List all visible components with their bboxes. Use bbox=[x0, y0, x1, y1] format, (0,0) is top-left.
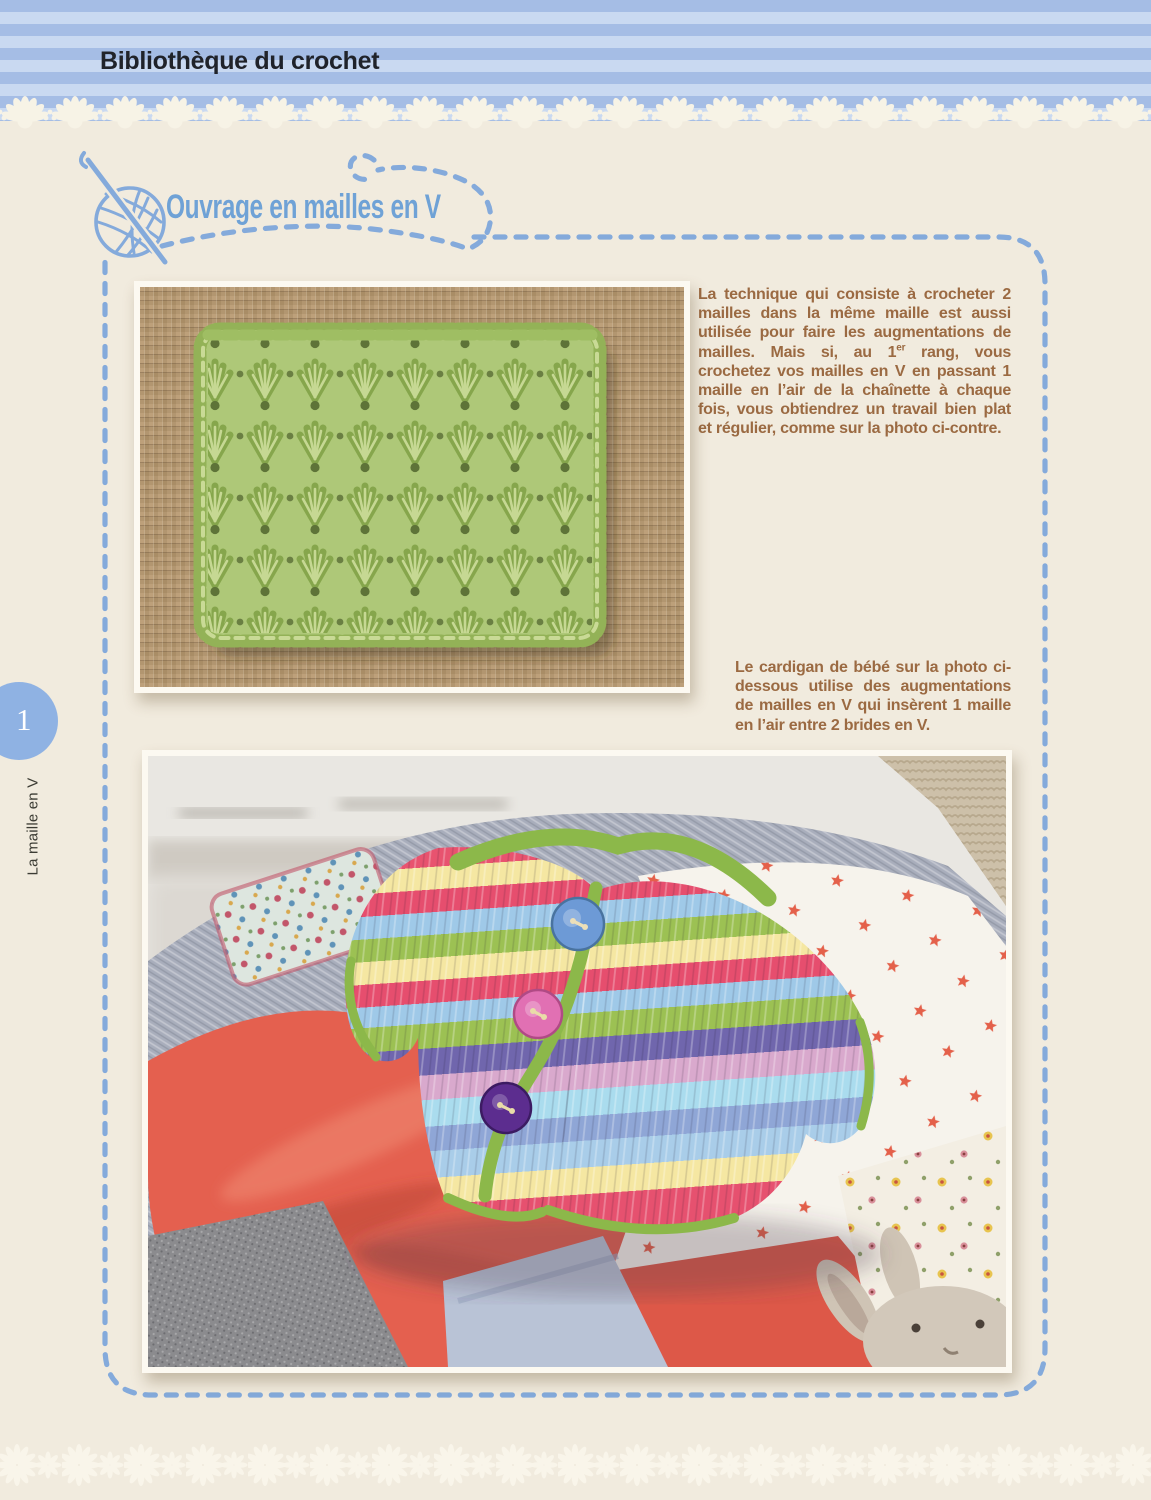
paragraph-text: La technique qui consiste à crocheter 2 mailles dans la même maille est aussi utilisée pour faire les augmentations de mailles. Mais si, au 1 bbox=[698, 286, 1011, 361]
cardigan-photo bbox=[142, 750, 1012, 1373]
lace-border bbox=[0, 94, 1151, 142]
title-swash-curl bbox=[350, 155, 374, 179]
chapter-label-vertical: La maille en V bbox=[24, 777, 42, 876]
chapter-number-badge bbox=[0, 682, 58, 760]
section-title: Ouvrage en mailles en V bbox=[166, 188, 441, 226]
chapter-number: 1 bbox=[16, 702, 32, 737]
superscript-er: er bbox=[896, 342, 906, 354]
book-series-title: Bibliothèque du crochet bbox=[100, 47, 380, 75]
yarn-ball-icon bbox=[81, 153, 165, 262]
flower-border bbox=[0, 1441, 1151, 1491]
paragraph-technique bbox=[698, 285, 1011, 439]
crochet-hook-icon bbox=[88, 160, 165, 262]
paragraph-cardigan: Le cardigan de bébé sur la photo ci-dessous utilise des augmentations de mailles en V qui insèrent 1 maille en l’air entre 2 brides en V. bbox=[735, 659, 1011, 734]
swatch-photo bbox=[134, 281, 690, 693]
paragraph-text: rang, vous crochetez vos mailles en V en passant 1 maille en l’air de la chaînette à chaque fois, vous obtiendrez un travail bien plat et régulier, comme sur la photo ci-contre. bbox=[698, 343, 1011, 438]
